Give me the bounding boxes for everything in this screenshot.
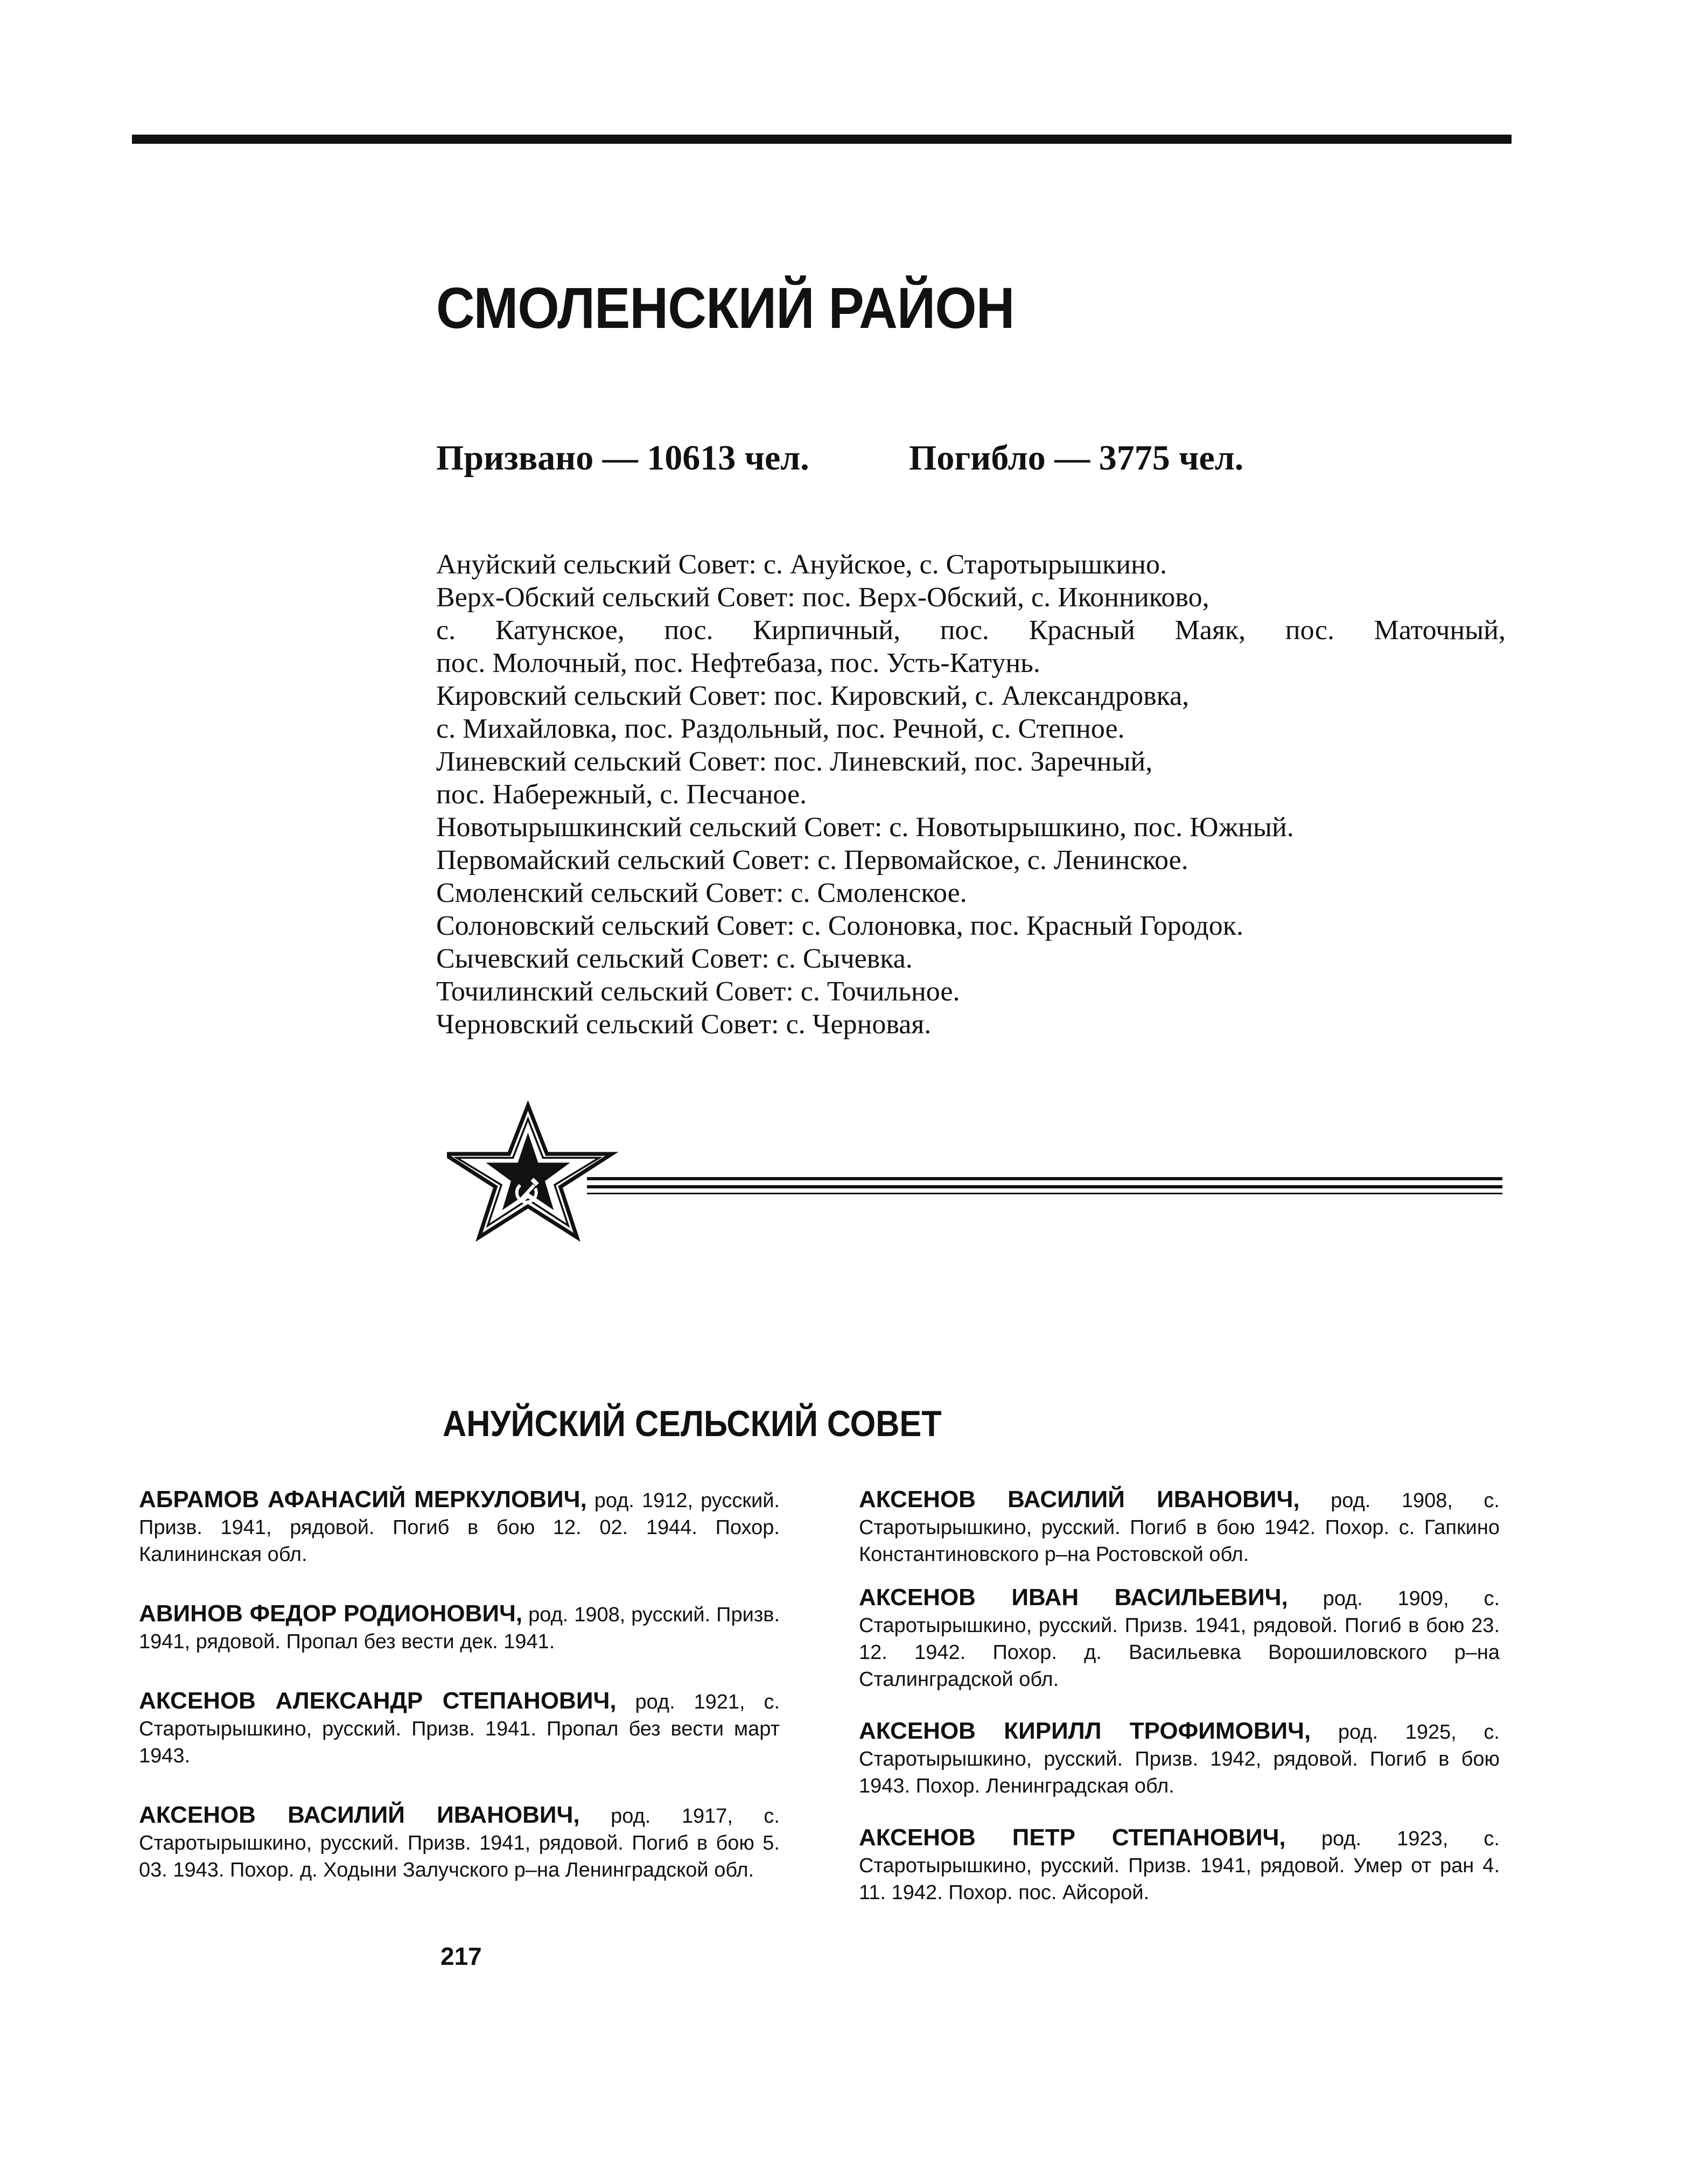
person-details: род. 1908, с. Старотырышкино, русский. Погиб в бою 1942. Похор. с. Гапкино Константиновского р–на Ростовской обл. [859, 1489, 1500, 1566]
person-details: род. 1912, русский. Призв. 1941, рядовой. Погиб в бою 12. 02. 1944. Похор. Калининская обл. [139, 1489, 780, 1566]
top-rule [132, 135, 1512, 144]
decorative-double-rule [587, 1177, 1502, 1195]
person-details: род. 1909, с. Старотырышкино, русский. Призв. 1941, рядовой. Погиб в бою 23. 12. 1942. Похор. д. Васильевка Ворошиловского р–на Сталинградской обл. [859, 1587, 1500, 1691]
person-name: АВИНОВ ФЕДОР РОДИОНОВИЧ, [139, 1600, 523, 1627]
person-details: род. 1921, с. Старотырышкино, русский. Призв. 1941. Пропал без вести март 1943. [139, 1691, 780, 1767]
settlement-line: Ануйский сельский Совет: с. Ануйское, с. Старотырышкино. [436, 549, 1167, 580]
settlement-line: Сычевский сельский Совет: с. Сычевка. [436, 943, 913, 974]
settlement-line: Новотырышкинский сельский Совет: с. Новотырышкино, пос. Южный. [436, 812, 1294, 843]
person-entry [139, 1600, 780, 1655]
killed-count: Погибло — 3775 чел. [909, 438, 1244, 478]
settlement-line: Точилинский сельский Совет: с. Точильное. [436, 976, 960, 1007]
settlement-list [436, 548, 1506, 1041]
person-name: АБРАМОВ АФАНАСИЙ МЕРКУЛОВИЧ, [139, 1486, 587, 1513]
person-details: род. 1925, с. Старотырышкино, русский. Призв. 1942, рядовой. Погиб в бою 1943. Похор. Ленинградская обл. [859, 1721, 1500, 1797]
person-name: АКСЕНОВ ПЕТР СТЕПАНОВИЧ, [859, 1824, 1286, 1851]
person-entry [139, 1688, 780, 1769]
entries-left-column [139, 1486, 780, 1884]
settlement-line: Солоновский сельский Совет: с. Солоновка, пос. Красный Городок. [436, 911, 1243, 941]
person-entry [139, 1802, 780, 1884]
person-name: АКСЕНОВ КИРИЛЛ ТРОФИМОВИЧ, [859, 1718, 1311, 1744]
settlement-line: Верх-Обский сельский Совет: пос. Верх-Обский, с. Иконниково, [436, 582, 1209, 613]
settlement-line: Смоленский сельский Совет: с. Смоленское. [436, 878, 967, 908]
person-details: род. 1917, с. Старотырышкино, русский. Призв. 1941, рядовой. Погиб в бою 5. 03. 1943. Похор. д. Ходыни Залучского р–на Ленинградской обл. [139, 1805, 780, 1881]
person-entry [139, 1486, 780, 1568]
page-number: 217 [440, 1942, 482, 1970]
settlement-line: Черновский сельский Совет: с. Черновая. [436, 1009, 932, 1040]
person-name: АКСЕНОВ ИВАН ВАСИЛЬЕВИЧ, [859, 1584, 1288, 1611]
settlement-line: с. Катунское, пос. Кирпичный, пос. Красный Маяк, пос. Маточный, [436, 615, 1506, 646]
settlement-line: Кировский сельский Совет: пос. Кировский, с. Александровка, [436, 681, 1190, 711]
settlement-line: Первомайский сельский Совет: с. Первомайское, с. Ленинское. [436, 845, 1188, 876]
settlement-line: Линевский сельский Совет: пос. Линевский, пос. Заречный, [436, 746, 1153, 777]
drafted-count: Призвано — 10613 чел. [436, 438, 809, 478]
person-name: АКСЕНОВ ВАСИЛИЙ ИВАНОВИЧ, [859, 1486, 1300, 1513]
section-title: АНУЙСКИЙ СЕЛЬСКИЙ СОВЕТ [443, 1403, 942, 1444]
entries-right-column [859, 1486, 1500, 1906]
person-name: АКСЕНОВ ВАСИЛИЙ ИВАНОВИЧ, [139, 1802, 580, 1828]
person-entry [859, 1486, 1500, 1568]
person-entry [859, 1718, 1500, 1800]
person-details: род. 1923, с. Старотырышкино, русский. Призв. 1941, рядовой. Умер от ран 4. 11. 1942. Похор. пос. Айсорой. [859, 1828, 1500, 1904]
settlement-line: с. Михайловка, пос. Раздольный, пос. Речной, с. Степное. [436, 713, 1125, 744]
settlement-line: пос. Молочный, пос. Нефтебаза, пос. Усть-Катунь. [436, 648, 1040, 678]
settlement-line: пос. Набережный, с. Песчаное. [436, 779, 807, 810]
soviet-star-icon [447, 1096, 625, 1257]
person-name: АКСЕНОВ АЛЕКСАНДР СТЕПАНОВИЧ, [139, 1688, 617, 1714]
person-details: род. 1908, русский. Призв. 1941, рядовой. Пропал без вести дек. 1941. [139, 1604, 780, 1653]
person-entry [859, 1584, 1500, 1693]
district-title: СМОЛЕНСКИЙ РАЙОН [436, 275, 1015, 340]
person-entry [859, 1824, 1500, 1906]
